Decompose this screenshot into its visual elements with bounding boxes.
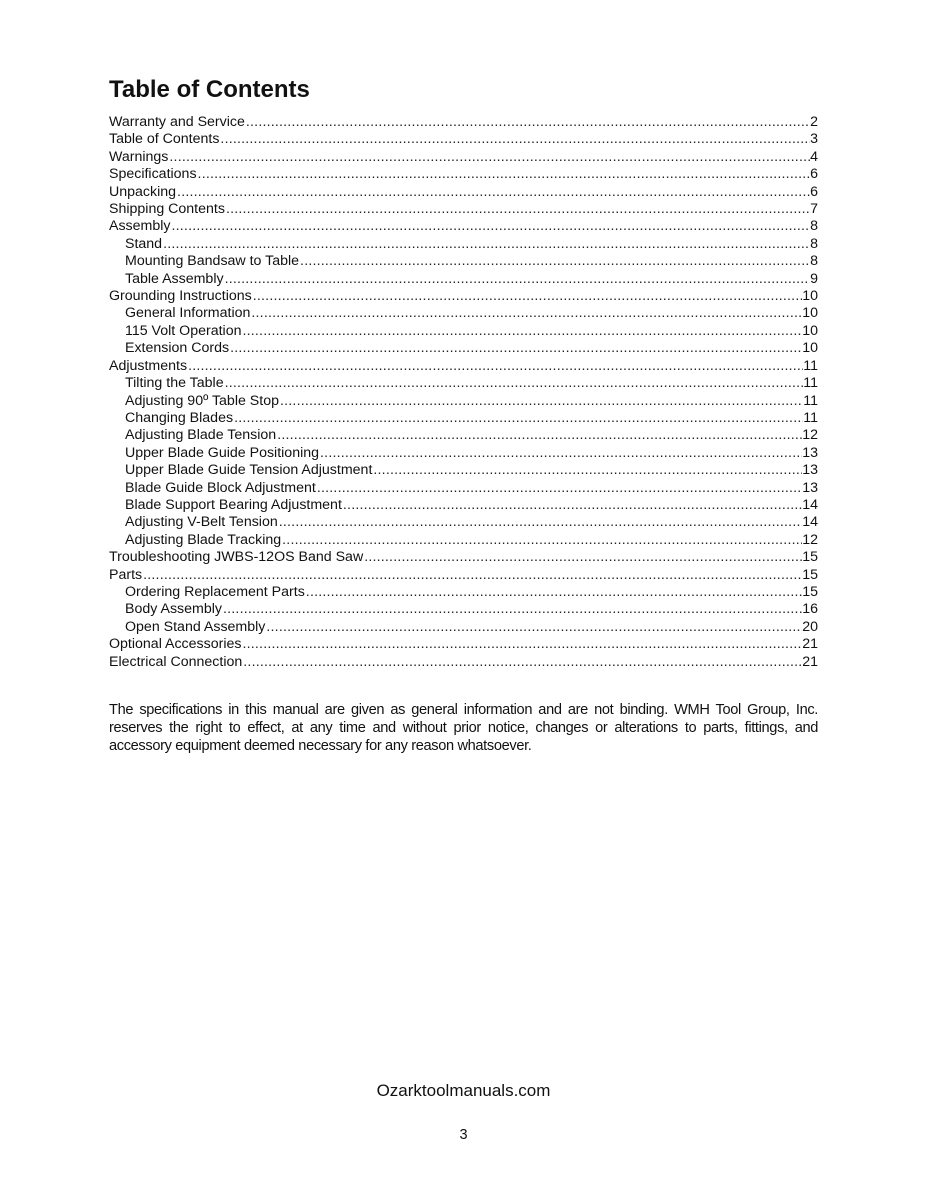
- toc-entry-page: 15: [802, 583, 818, 600]
- toc-entry-label: Blade Support Bearing Adjustment: [125, 496, 342, 513]
- toc-entry-page: 8: [810, 218, 818, 235]
- toc-entry-label: Unpacking: [109, 183, 177, 200]
- dot-leader: [225, 271, 811, 288]
- dot-leader: [177, 184, 810, 201]
- toc-entry-label: Tilting the Table: [125, 375, 224, 392]
- toc-entry-label: Upper Blade Guide Tension Adjustment: [125, 462, 373, 479]
- toc-entry[interactable]: [109, 480, 818, 497]
- toc-entry[interactable]: [109, 601, 818, 618]
- page-title: Table of Contents: [109, 76, 310, 103]
- table-of-contents: [109, 114, 818, 671]
- toc-entry-label: Body Assembly: [125, 601, 222, 618]
- dot-leader: [279, 514, 802, 531]
- toc-entry-page: 15: [802, 549, 818, 566]
- toc-entry-label: Shipping Contents: [109, 201, 225, 218]
- dot-leader: [251, 305, 802, 322]
- toc-entry-label: Changing Blades: [125, 409, 234, 426]
- toc-entry-page: 14: [802, 514, 818, 531]
- toc-entry-page: 20: [802, 618, 818, 635]
- toc-entry-label: Open Stand Assembly: [125, 618, 266, 635]
- dot-leader: [317, 480, 802, 497]
- dot-leader: [300, 253, 810, 270]
- dot-leader: [280, 393, 803, 410]
- toc-entry-page: 11: [803, 375, 818, 392]
- toc-entry-label: Parts: [109, 566, 143, 583]
- toc-entry[interactable]: [109, 184, 818, 201]
- dot-leader: [225, 375, 804, 392]
- toc-entry[interactable]: [109, 358, 818, 375]
- toc-entry-label: Extension Cords: [125, 340, 230, 357]
- toc-entry-page: 10: [802, 322, 818, 339]
- toc-entry-label: Adjusting Blade Tension: [125, 427, 277, 444]
- toc-entry-page: 2: [810, 114, 818, 130]
- toc-entry[interactable]: [109, 393, 818, 410]
- toc-entry-page: 21: [802, 653, 818, 670]
- toc-entry-label: Ordering Replacement Parts: [125, 583, 305, 600]
- dot-leader: [223, 601, 802, 618]
- toc-entry-page: 10: [802, 288, 818, 305]
- dot-leader: [198, 166, 811, 183]
- toc-entry-page: 14: [802, 496, 818, 513]
- dot-leader: [266, 619, 802, 636]
- toc-entry[interactable]: [109, 427, 818, 444]
- toc-entry[interactable]: [109, 375, 818, 392]
- dot-leader: [246, 114, 810, 131]
- toc-entry-page: 6: [810, 166, 818, 183]
- dot-leader: [243, 654, 802, 671]
- toc-entry[interactable]: [109, 445, 818, 462]
- toc-entry-page: 10: [802, 305, 818, 322]
- toc-entry-label: Warnings: [109, 148, 169, 165]
- toc-entry[interactable]: [109, 288, 818, 305]
- toc-entry[interactable]: [109, 218, 818, 235]
- toc-entry-page: 3: [810, 131, 818, 148]
- dot-leader: [188, 358, 803, 375]
- toc-entry-label: Table Assembly: [125, 270, 224, 287]
- toc-entry[interactable]: [109, 271, 818, 288]
- dot-leader: [163, 236, 810, 253]
- dot-leader: [364, 549, 802, 566]
- toc-entry-label: Grounding Instructions: [109, 288, 252, 305]
- toc-entry-label: Warranty and Service: [109, 114, 245, 130]
- toc-entry[interactable]: [109, 462, 818, 479]
- toc-entry-label: Adjusting Blade Tracking: [125, 531, 282, 548]
- dot-leader: [253, 288, 802, 305]
- toc-entry-page: 21: [802, 636, 818, 653]
- toc-entry-page: 13: [802, 444, 818, 461]
- toc-entry-label: 115 Volt Operation: [125, 322, 242, 339]
- dot-leader: [230, 340, 802, 357]
- toc-entry-page: 15: [802, 566, 818, 583]
- toc-entry[interactable]: [109, 567, 818, 584]
- toc-entry-page: 12: [802, 427, 818, 444]
- toc-entry-label: Adjusting V-Belt Tension: [125, 514, 278, 531]
- toc-entry-label: Adjusting 90º Table Stop: [125, 392, 279, 409]
- dot-leader: [234, 410, 803, 427]
- toc-entry-page: 8: [810, 253, 818, 270]
- toc-entry-label: Upper Blade Guide Positioning: [125, 444, 320, 461]
- toc-entry[interactable]: [109, 131, 818, 148]
- dot-leader: [343, 497, 802, 514]
- toc-entry[interactable]: [109, 253, 818, 270]
- dot-leader: [242, 636, 802, 653]
- toc-entry-page: 10: [802, 340, 818, 357]
- toc-entry-label: Specifications: [109, 166, 197, 183]
- toc-entry[interactable]: [109, 305, 818, 322]
- toc-entry-page: 7: [810, 201, 818, 218]
- footer-website: Ozarktoolmanuals.com: [376, 1081, 551, 1100]
- toc-entry-label: Mounting Bandsaw to Table: [125, 253, 300, 270]
- toc-entry[interactable]: [109, 114, 818, 131]
- toc-entry[interactable]: [109, 497, 818, 514]
- toc-entry-page: 9: [810, 270, 818, 287]
- toc-entry-page: 6: [810, 183, 818, 200]
- dot-leader: [277, 427, 802, 444]
- toc-entry-page: 8: [810, 235, 818, 252]
- toc-entry[interactable]: [109, 532, 818, 549]
- toc-entry-page: 11: [803, 392, 818, 409]
- toc-entry-label: Electrical Connection: [109, 653, 243, 670]
- toc-entry[interactable]: [109, 619, 818, 636]
- dot-leader: [143, 567, 802, 584]
- toc-entry[interactable]: [109, 323, 818, 340]
- toc-entry[interactable]: [109, 654, 818, 671]
- toc-entry-page: 13: [802, 479, 818, 496]
- page-number: 3: [459, 1127, 468, 1143]
- dot-leader: [226, 201, 810, 218]
- toc-entry-label: Optional Accessories: [109, 636, 242, 653]
- toc-entry-label: Assembly: [109, 218, 171, 235]
- toc-entry-label: Table of Contents: [109, 131, 220, 148]
- toc-entry-label: Troubleshooting JWBS-12OS Band Saw: [109, 549, 364, 566]
- toc-entry-page: 4: [810, 148, 818, 165]
- dot-leader: [169, 149, 810, 166]
- toc-entry-page: 11: [803, 409, 818, 426]
- toc-entry-page: 11: [803, 357, 818, 374]
- dot-leader: [306, 584, 802, 601]
- toc-entry-label: Stand: [125, 235, 163, 252]
- toc-entry-label: Adjustments: [109, 357, 188, 374]
- toc-entry[interactable]: [109, 166, 818, 183]
- toc-entry-label: Blade Guide Block Adjustment: [125, 479, 316, 496]
- toc-entry[interactable]: [109, 636, 818, 653]
- toc-entry[interactable]: [109, 514, 818, 531]
- toc-entry-page: 13: [802, 462, 818, 479]
- dot-leader: [373, 462, 802, 479]
- toc-entry[interactable]: [109, 549, 818, 566]
- toc-entry-page: 16: [802, 601, 818, 618]
- toc-entry[interactable]: [109, 201, 818, 218]
- toc-entry-label: General Information: [125, 305, 251, 322]
- dot-leader: [320, 445, 802, 462]
- toc-entry[interactable]: [109, 410, 818, 427]
- disclaimer-paragraph: The specifications in this manual are given as general information and are not binding. WMH Tool Group, Inc. reserves the right to effect, at any time and without prior notice, changes or alterations to parts, fittings, and accessory equipment deemed necessary for any reason whatsoever.: [109, 702, 818, 754]
- toc-entry[interactable]: [109, 340, 818, 357]
- toc-entry-page: 12: [802, 531, 818, 548]
- dot-leader: [220, 131, 810, 148]
- dot-leader: [282, 532, 802, 549]
- toc-entry[interactable]: [109, 236, 818, 253]
- dot-leader: [242, 323, 802, 340]
- toc-entry[interactable]: [109, 149, 818, 166]
- toc-entry[interactable]: [109, 584, 818, 601]
- dot-leader: [172, 218, 811, 235]
